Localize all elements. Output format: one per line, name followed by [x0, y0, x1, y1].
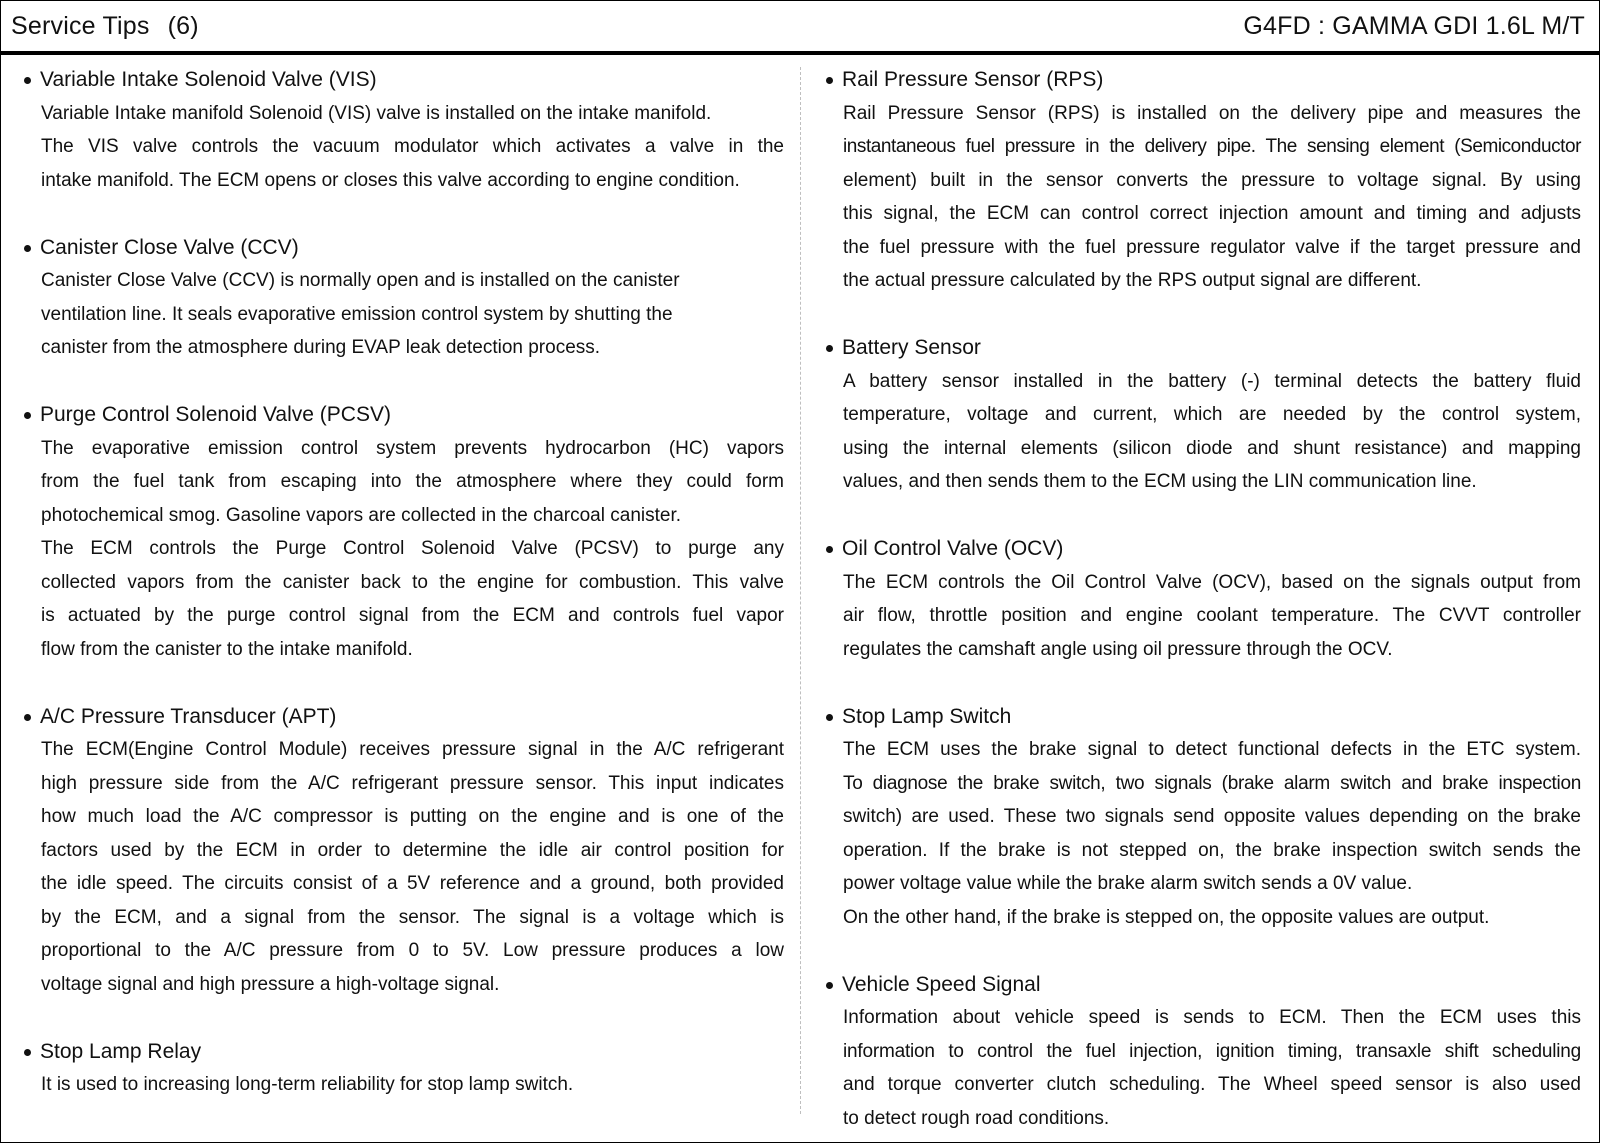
- body-line: The ECM uses the brake signal to detect functional defects in the ETC system.: [843, 739, 1581, 760]
- body-line: ventilation line. It seals evaporative emission control system by shutting the: [41, 303, 673, 325]
- section-ocv: [823, 532, 1581, 666]
- section-title: [823, 331, 1581, 365]
- bullet-icon: [24, 245, 31, 252]
- page-title-text: Service Tips: [11, 12, 150, 40]
- spacer: [823, 298, 1581, 332]
- right-column: [823, 63, 1581, 1135]
- body-line: high pressure side from the A/C refrigerant pressure sensor. This input indicates: [41, 772, 784, 794]
- section-title-text: Stop Lamp Relay: [40, 1039, 202, 1063]
- bullet-icon: [826, 345, 833, 352]
- spacer: [21, 1001, 784, 1035]
- page-number: (6): [167, 12, 199, 40]
- body-line: Variable Intake manifold Solenoid (VIS) valve is installed on the intake manifold.: [41, 102, 712, 124]
- body-line: photochemical smog. Gasoline vapors are collected in the charcoal canister.: [41, 504, 682, 526]
- section-title-text: Oil Control Valve (OCV): [842, 537, 1064, 560]
- bullet-icon: [826, 546, 833, 553]
- section-title-text: Battery Sensor: [842, 336, 981, 359]
- body-line: operation. If the brake is not stepped on, the brake inspection switch sends the: [843, 839, 1581, 861]
- body-line: flow from the canister to the intake manifold.: [41, 638, 413, 660]
- spacer: [21, 365, 784, 399]
- body-line: intake manifold. The ECM opens or closes this valve according to engine condition.: [41, 169, 740, 191]
- section-title-text: A/C Pressure Transducer (APT): [40, 704, 337, 728]
- page-header: [1, 1, 1599, 55]
- section-title: [823, 968, 1581, 1002]
- section-title-text: Stop Lamp Switch: [842, 704, 1012, 728]
- section-title: [21, 63, 784, 97]
- body-line: canister from the atmosphere during EVAP leak detection process.: [41, 337, 601, 358]
- body-line: element) built in the sensor converts the pressure to voltage signal. By using: [843, 169, 1581, 191]
- spacer: [823, 934, 1581, 968]
- body-line: values, and then sends them to the ECM using the LIN communication line.: [843, 471, 1477, 492]
- body-line: instantaneous fuel pressure in the delivery pipe. The sensing element (Semiconductor: [843, 136, 1581, 157]
- spacer: [21, 666, 784, 700]
- section-title-text: Variable Intake Solenoid Valve (VIS): [40, 68, 377, 91]
- body-line: this signal, the ECM can control correct injection amount and timing and adjusts: [843, 203, 1581, 224]
- column-divider: [800, 67, 801, 1114]
- section-title-text: Canister Close Valve (CCV): [40, 235, 299, 259]
- body-line: voltage signal and high pressure a high-voltage signal.: [41, 973, 500, 995]
- body-line: using the internal elements (silicon diode and shunt resistance) and mapping: [843, 437, 1581, 459]
- section-pcsv: [21, 398, 784, 666]
- body-line: and torque converter clutch scheduling. The Wheel speed sensor is also used: [843, 1074, 1581, 1095]
- section-battery-sensor: [823, 331, 1581, 499]
- section-stop-lamp-switch: [823, 700, 1581, 935]
- body-line: temperature, voltage and current, which are needed by the control system,: [843, 404, 1581, 425]
- left-column: [21, 63, 784, 1102]
- body-line: The ECM controls the Purge Control Solenoid Valve (PCSV) to purge any: [41, 538, 784, 559]
- engine-code: G4FD : GAMMA GDI 1.6L M/T: [1243, 12, 1585, 40]
- body-line: the actual pressure calculated by the RPS output signal are different.: [843, 270, 1422, 291]
- page-title: [11, 12, 199, 41]
- section-title: [823, 700, 1581, 734]
- body-line: The ECM(Engine Control Module) receives pressure signal in the A/C refrigerant: [41, 739, 784, 760]
- body-line: The VIS valve controls the vacuum modulator which activates a valve in the: [41, 136, 784, 157]
- body-line: to detect rough road conditions.: [843, 1107, 1110, 1129]
- body-line: The evaporative emission control system prevents hydrocarbon (HC) vapors: [41, 437, 784, 459]
- section-title: [21, 1035, 784, 1069]
- body-line: Information about vehicle speed is sends to ECM. Then the ECM uses this: [843, 1007, 1581, 1028]
- body-line: information to control the fuel injection, ignition timing, transaxle shift scheduling: [843, 1040, 1581, 1062]
- body-line: To diagnose the brake switch, two signals (brake alarm switch and brake inspection: [843, 772, 1581, 794]
- body-line: factors used by the ECM in order to determine the idle air control position for: [41, 839, 784, 861]
- section-title-text: Rail Pressure Sensor (RPS): [842, 68, 1104, 91]
- body-line: regulates the camshaft angle using oil pressure through the OCV.: [843, 638, 1393, 660]
- bullet-icon: [24, 714, 31, 721]
- section-stop-lamp-relay: [21, 1035, 784, 1102]
- spacer: [21, 197, 784, 231]
- body-line: collected vapors from the canister back to the engine for combustion. This valve: [41, 571, 784, 593]
- body-line: air flow, throttle position and engine coolant temperature. The CVVT controller: [843, 605, 1581, 626]
- bullet-icon: [24, 412, 31, 419]
- body-line: The ECM controls the Oil Control Valve (OCV), based on the signals output from: [843, 571, 1581, 593]
- body-line: It is used to increasing long-term reliability for stop lamp switch.: [41, 1074, 574, 1095]
- section-title: [21, 398, 784, 432]
- body-line: the fuel pressure with the fuel pressure regulator valve if the target pressure and: [843, 236, 1581, 258]
- bullet-icon: [24, 77, 31, 84]
- body-line: power voltage value while the brake alarm switch sends a 0V value.: [843, 873, 1413, 894]
- section-ccv: [21, 231, 784, 365]
- section-title: [21, 231, 784, 265]
- bullet-icon: [826, 714, 833, 721]
- spacer: [823, 499, 1581, 533]
- bullet-icon: [826, 982, 833, 989]
- section-title-text: Purge Control Solenoid Valve (PCSV): [40, 403, 391, 426]
- section-title: [823, 532, 1581, 566]
- body-line: Canister Close Valve (CCV) is normally open and is installed on the canister: [41, 270, 680, 291]
- bullet-icon: [24, 1049, 31, 1056]
- section-title: [823, 63, 1581, 97]
- body-line: Rail Pressure Sensor (RPS) is installed on the delivery pipe and measures the: [843, 102, 1581, 124]
- body-line: by the ECM, and a signal from the sensor. The signal is a voltage which is: [41, 906, 784, 928]
- section-title: [21, 700, 784, 734]
- section-rps: [823, 63, 1581, 298]
- body-line: proportional to the A/C pressure from 0 to 5V. Low pressure produces a low: [41, 940, 784, 961]
- body-line: how much load the A/C compressor is putting on the engine and is one of the: [41, 806, 784, 827]
- spacer: [823, 666, 1581, 700]
- section-vehicle-speed-signal: [823, 968, 1581, 1136]
- body-line: switch) are used. These two signals send opposite values depending on the brake: [843, 806, 1581, 827]
- body-line: is actuated by the purge control signal from the ECM and controls fuel vapor: [41, 605, 784, 626]
- body-line: On the other hand, if the brake is stepped on, the opposite values are output.: [843, 906, 1490, 928]
- body-line: the idle speed. The circuits consist of a 5V reference and a ground, both provided: [41, 873, 784, 894]
- body-line: A battery sensor installed in the battery (-) terminal detects the battery fluid: [843, 370, 1581, 392]
- section-title-text: Vehicle Speed Signal: [842, 972, 1041, 996]
- body-line: from the fuel tank from escaping into the atmosphere where they could form: [41, 471, 784, 492]
- section-apt: [21, 700, 784, 1002]
- bullet-icon: [826, 77, 833, 84]
- section-vis: [21, 63, 784, 197]
